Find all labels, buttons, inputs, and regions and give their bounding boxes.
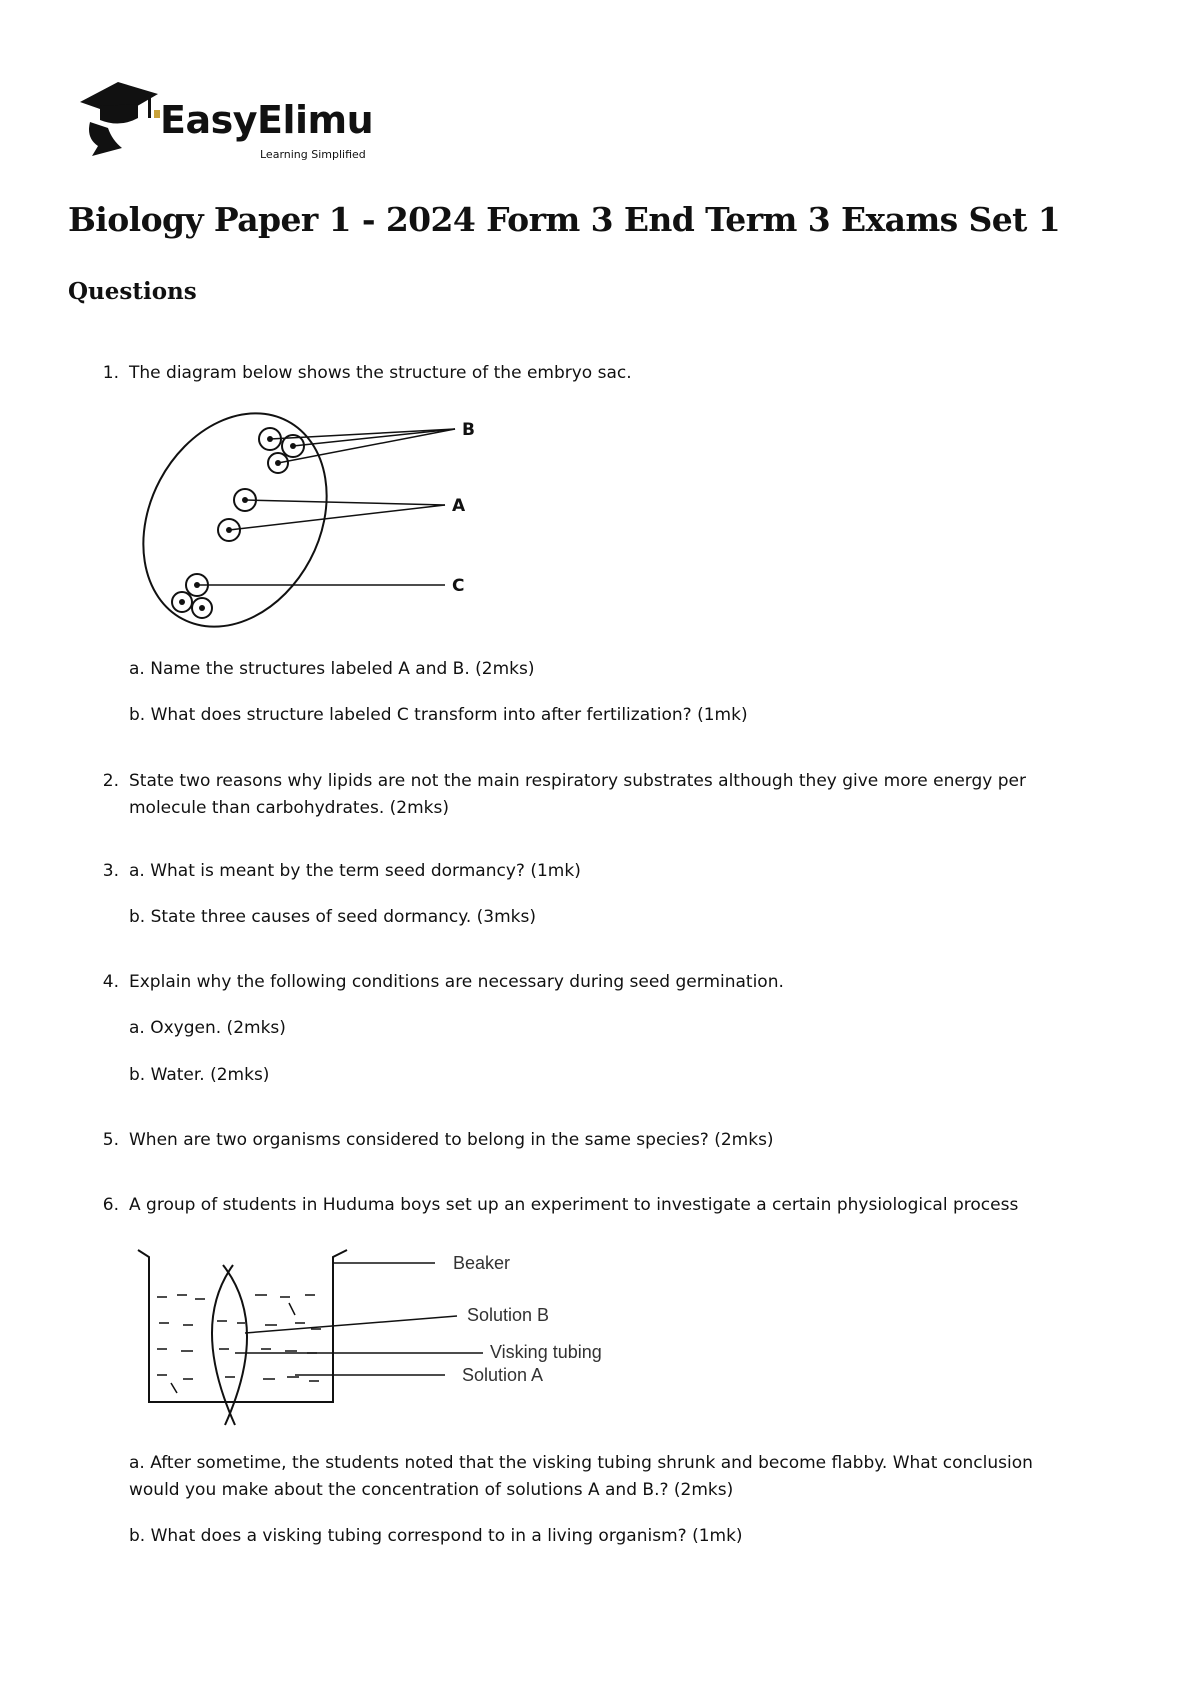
label-solution-b: Solution B [467,1305,550,1325]
question-number: 2. [102,771,119,791]
brand-name: EasyElimu [160,98,374,142]
question-text: State two reasons why lipids are not the main respiratory substrates although they give more energy per [129,771,1026,791]
label-visking-tubing: Visking tubing [490,1342,602,1362]
label-solution-a: Solution A [462,1365,544,1385]
question-text: A group of students in Huduma boys set up an experiment to investigate a certain physiological process [129,1195,1019,1215]
label-c: C [452,576,465,596]
question-part: would you make about the concentration of solutions A and B.? (2mks) [129,1480,734,1500]
question-number: 1. [102,363,119,383]
question-text: Explain why the following conditions are necessary during seed germination. [129,972,784,992]
label-beaker: Beaker [453,1253,511,1273]
question-part: a. What is meant by the term seed dormancy? (1mk) [129,861,581,881]
question-number: 4. [102,972,119,992]
question-part: b. What does a visking tubing correspond to in a living organism? (1mk) [129,1526,743,1546]
section-heading: Questions [68,278,197,305]
question-part: a. After sometime, the students noted that the visking tubing shrunk and become flabby. What conclusion [129,1453,1033,1473]
question-part: a. Oxygen. (2mks) [129,1018,286,1038]
question-part: b. State three causes of seed dormancy. (3mks) [129,907,537,927]
question-number: 6. [102,1195,119,1215]
visking-tubing-diagram [135,1245,635,1430]
question-number: 3. [102,861,119,881]
question-text: When are two organisms considered to belong in the same species? (2mks) [129,1130,774,1150]
question-part: b. What does structure labeled C transform into after fertilization? (1mk) [129,705,748,725]
question-text: The diagram below shows the structure of the embryo sac. [129,363,632,383]
label-a: A [452,496,466,516]
question-part: b. Water. (2mks) [129,1065,270,1085]
question-text: molecule than carbohydrates. (2mks) [129,798,449,818]
label-b: B [462,420,475,440]
brand-tagline: Learning Simplified [260,148,366,161]
question-number: 5. [102,1130,119,1150]
embryo-sac-diagram [140,405,500,635]
graduation-cap-icon [78,76,168,166]
logo [78,76,378,166]
question-part: a. Name the structures labeled A and B. (2mks) [129,659,535,679]
page-title: Biology Paper 1 - 2024 Form 3 End Term 3 Exams Set 1 [68,200,1061,239]
